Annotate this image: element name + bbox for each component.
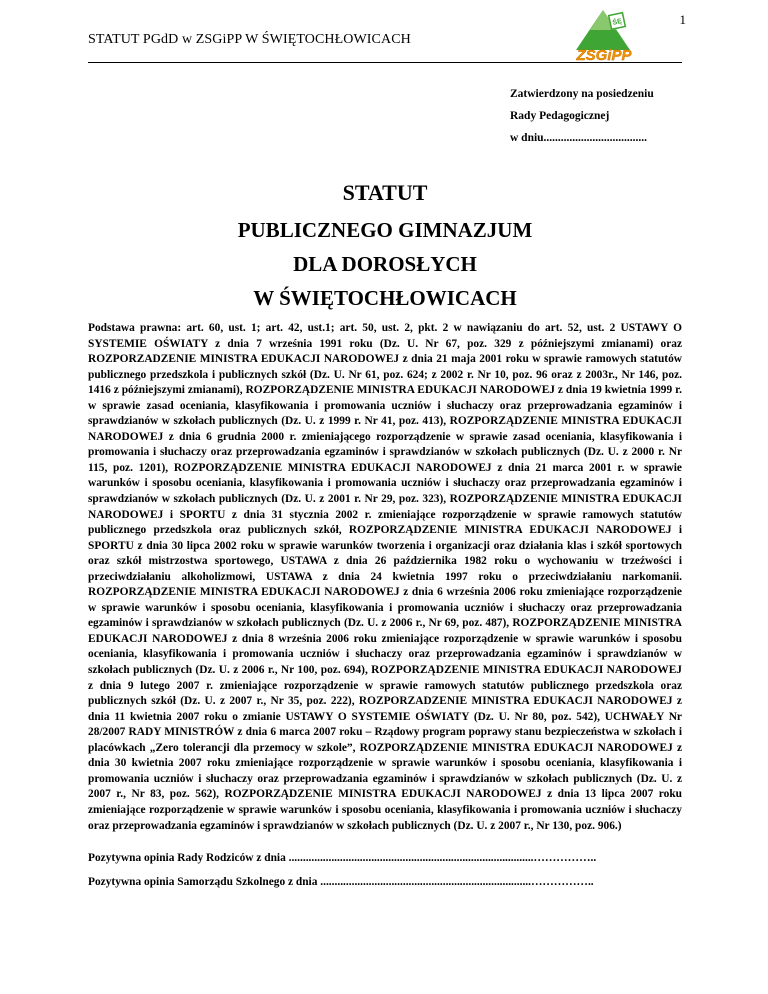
title-line-2: PUBLICZNEGO GIMNAZJUM	[237, 218, 533, 242]
approval-note	[510, 88, 654, 154]
parents-council-opinion: Pozytywna opinia Rady Rodziców z dnia ......................................................................................……………..	[88, 852, 597, 864]
approval-line-2: Rady Pedagogicznej	[510, 110, 610, 122]
school-logo	[566, 8, 646, 64]
logo-text: ZSGiPP	[576, 47, 632, 64]
document-title	[88, 173, 682, 315]
approval-line-1: Zatwierdzony na posiedzeniu	[510, 88, 654, 100]
approval-line-3: w dniu....................................	[510, 132, 648, 144]
page-number: 1	[679, 12, 686, 27]
title-line-3: DLA DOROSŁYCH	[293, 252, 477, 276]
logo-badge-text: ŚĘ	[612, 18, 623, 27]
title-line-4: W ŚWIĘTOCHŁOWICACH	[253, 286, 517, 310]
legal-basis-paragraph: Podstawa prawna: art. 60, ust. 1; art. 42, ust.1; art. 50, ust. 2, pkt. 2 w nawiązaniu do art. 52, ust. 2 USTAWY O SYSTEMIE OŚWIATY z dnia 7 września 1991 roku (Dz. U. Nr 67, poz. 329 z późniejszymi zmianami) oraz ROZPORZADZENIE MINISTRA EDUKACJI NARODOWEJ z dnia 21 maja 2001 roku w sprawie ramowych statutów publicznego przedszkola i publicznych szkół (Dz. U. Nr 61, poz. 624; z 2002 r. Nr 10, poz. 96 oraz z 2003r., Nr 146, poz. 1416 z późniejszymi zmianami), ROZPORZĄDZENIE MINISTRA EDUKACJI NARODOWEJ z dnia 19 kwietnia 1999 r. w sprawie zasad oceniania, klasyfikowania i promowania uczniów i słuchaczy oraz przeprowadzania egzaminów i sprawdzianów w szkołach publicznych (Dz. U. z 1999 r. Nr 41, poz. 413), ROZPORZĄDZENIE MINISTRA EDUKACJI NARODOWEJ z dnia 6 grudnia 2000 r. zmieniającego rozporządzenie w sprawie zasad oceniania, klasyfikowania i promowania i słuchaczy oraz przeprowadzania egzaminów i sprawdzianów w szkołach publicznych (Dz. U. z 2000 r. Nr 115, poz. 1201), ROZPORZĄDZENIE MINISTRA EDUKACJI NARODOWEJ z dnia 21 marca 2001 r. w sprawie warunków i sposobu oceniania, klasyfikowania i promowania uczniów i słuchaczy oraz przeprowadzania egzaminów i sprawdzianów w szkołach publicznych (Dz. U. z 2001 r. Nr 29, poz. 323), ROZPORZĄDZENIE MINISTRA EDUKACJI NARODOWEJ i SPORTU z dnia 31 stycznia 2002 r. zmieniające rozporządzenie w sprawie ramowych statutów publicznego przedszkola oraz publicznych szkół, ROZPORZĄDZENIE MINISTRA EDUKACJI NARODOWEJ i SPORTU z dnia 30 lipca 2002 roku w sprawie warunków tworzenia i organizacji oraz działania klas i szkół sportowych oraz szkół mistrzostwa sportowego, USTAWA z dnia 26 października 1982 roku o wychowaniu w trzeźwości i przeciwdziałaniu alkoholizmowi, USTAWA z dnia 24 kwietnia 1997 roku o przeciwdziałaniu narkomanii. ROZPORZĄDZENIE MINISTRA EDUKACJI NARODOWEJ z dnia 6 września 2006 roku zmieniające rozporządzenie w sprawie warunków i sposobu oceniania, klasyfikowania i promowania uczniów i słuchaczy oraz przeprowadzania egzaminów i sprawdzianów w szkołach publicznych (Dz. U. z 2006 r., Nr 69, poz. 487), ROZPORZĄDZENIE MINISTRA EDUKACJI NARODOWEJ z dnia 8 września 2006 roku zmieniające rozporządzenie w sprawie warunków i sposobu oceniania, klasyfikowania i promowania uczniów i słuchaczy oraz przeprowadzania egzaminów i sprawdzianów w szkołach publicznych (Dz. U. z 2006 r., Nr 100, poz. 694), ROZPORZĄDZENIE MINISTRA EDUKACJI NARODOWEJ z dnia 9 lutego 2007 r. zmieniające rozporządzenie w sprawie ramowych statutów publicznego przedszkola oraz publicznych szkół (Dz. U. z 2007 r., Nr 35, poz. 222), ROZPORZADZENIE MINISTRA EDUKACJI NARODOWEJ z dnia 11 kwietnia 2007 roku o zmianie USTAWY O SYSTEMIE OŚWIATY (Dz. U. Nr 80, poz. 542), UCHWAŁY Nr 28/2007 RADY MINISTRÓW z dnia 6 marca 2007 roku – Rządowy program poprawy stanu bezpieczeństwa w szkołach i placówkach „Zero tolerancji dla przemocy w szkole”, ROZPORZĄDZENIE MINISTRA EDUKACJI NARODOWEJ z dnia 30 kwietnia 2007 roku zmieniające rozporządzenie w sprawie warunków i sposobu oceniania, klasyfikowania i promowania uczniów i słuchaczy oraz przeprowadzania egzaminów i sprawdzianów w szkołach publicznych (Dz. U. z 2007 r., Nr 83, poz. 562), ROZPORZĄDZENIE MINISTRA EDUKACJI NARODOWEJ z dnia 13 lipca 2007 roku zmieniające rozporządzenie w sprawie warunków i sposobu oceniania, klasyfikowania i promowania uczniów i słuchaczy oraz przeprowadzania egzaminów i sprawdzianów w szkołach publicznych (Dz. U. z 2007 r., Nr 130, poz. 906.)	[88, 322, 682, 832]
header-divider	[88, 62, 682, 63]
title-main: STATUT	[342, 180, 428, 205]
header-title: STATUT PGdD w ZSGiPP W ŚWIĘTOCHŁOWICACH	[88, 32, 411, 47]
student-council-opinion: Pozytywna opinia Samorządu Szkolnego z dnia ..........................................................................……………..	[88, 876, 594, 888]
